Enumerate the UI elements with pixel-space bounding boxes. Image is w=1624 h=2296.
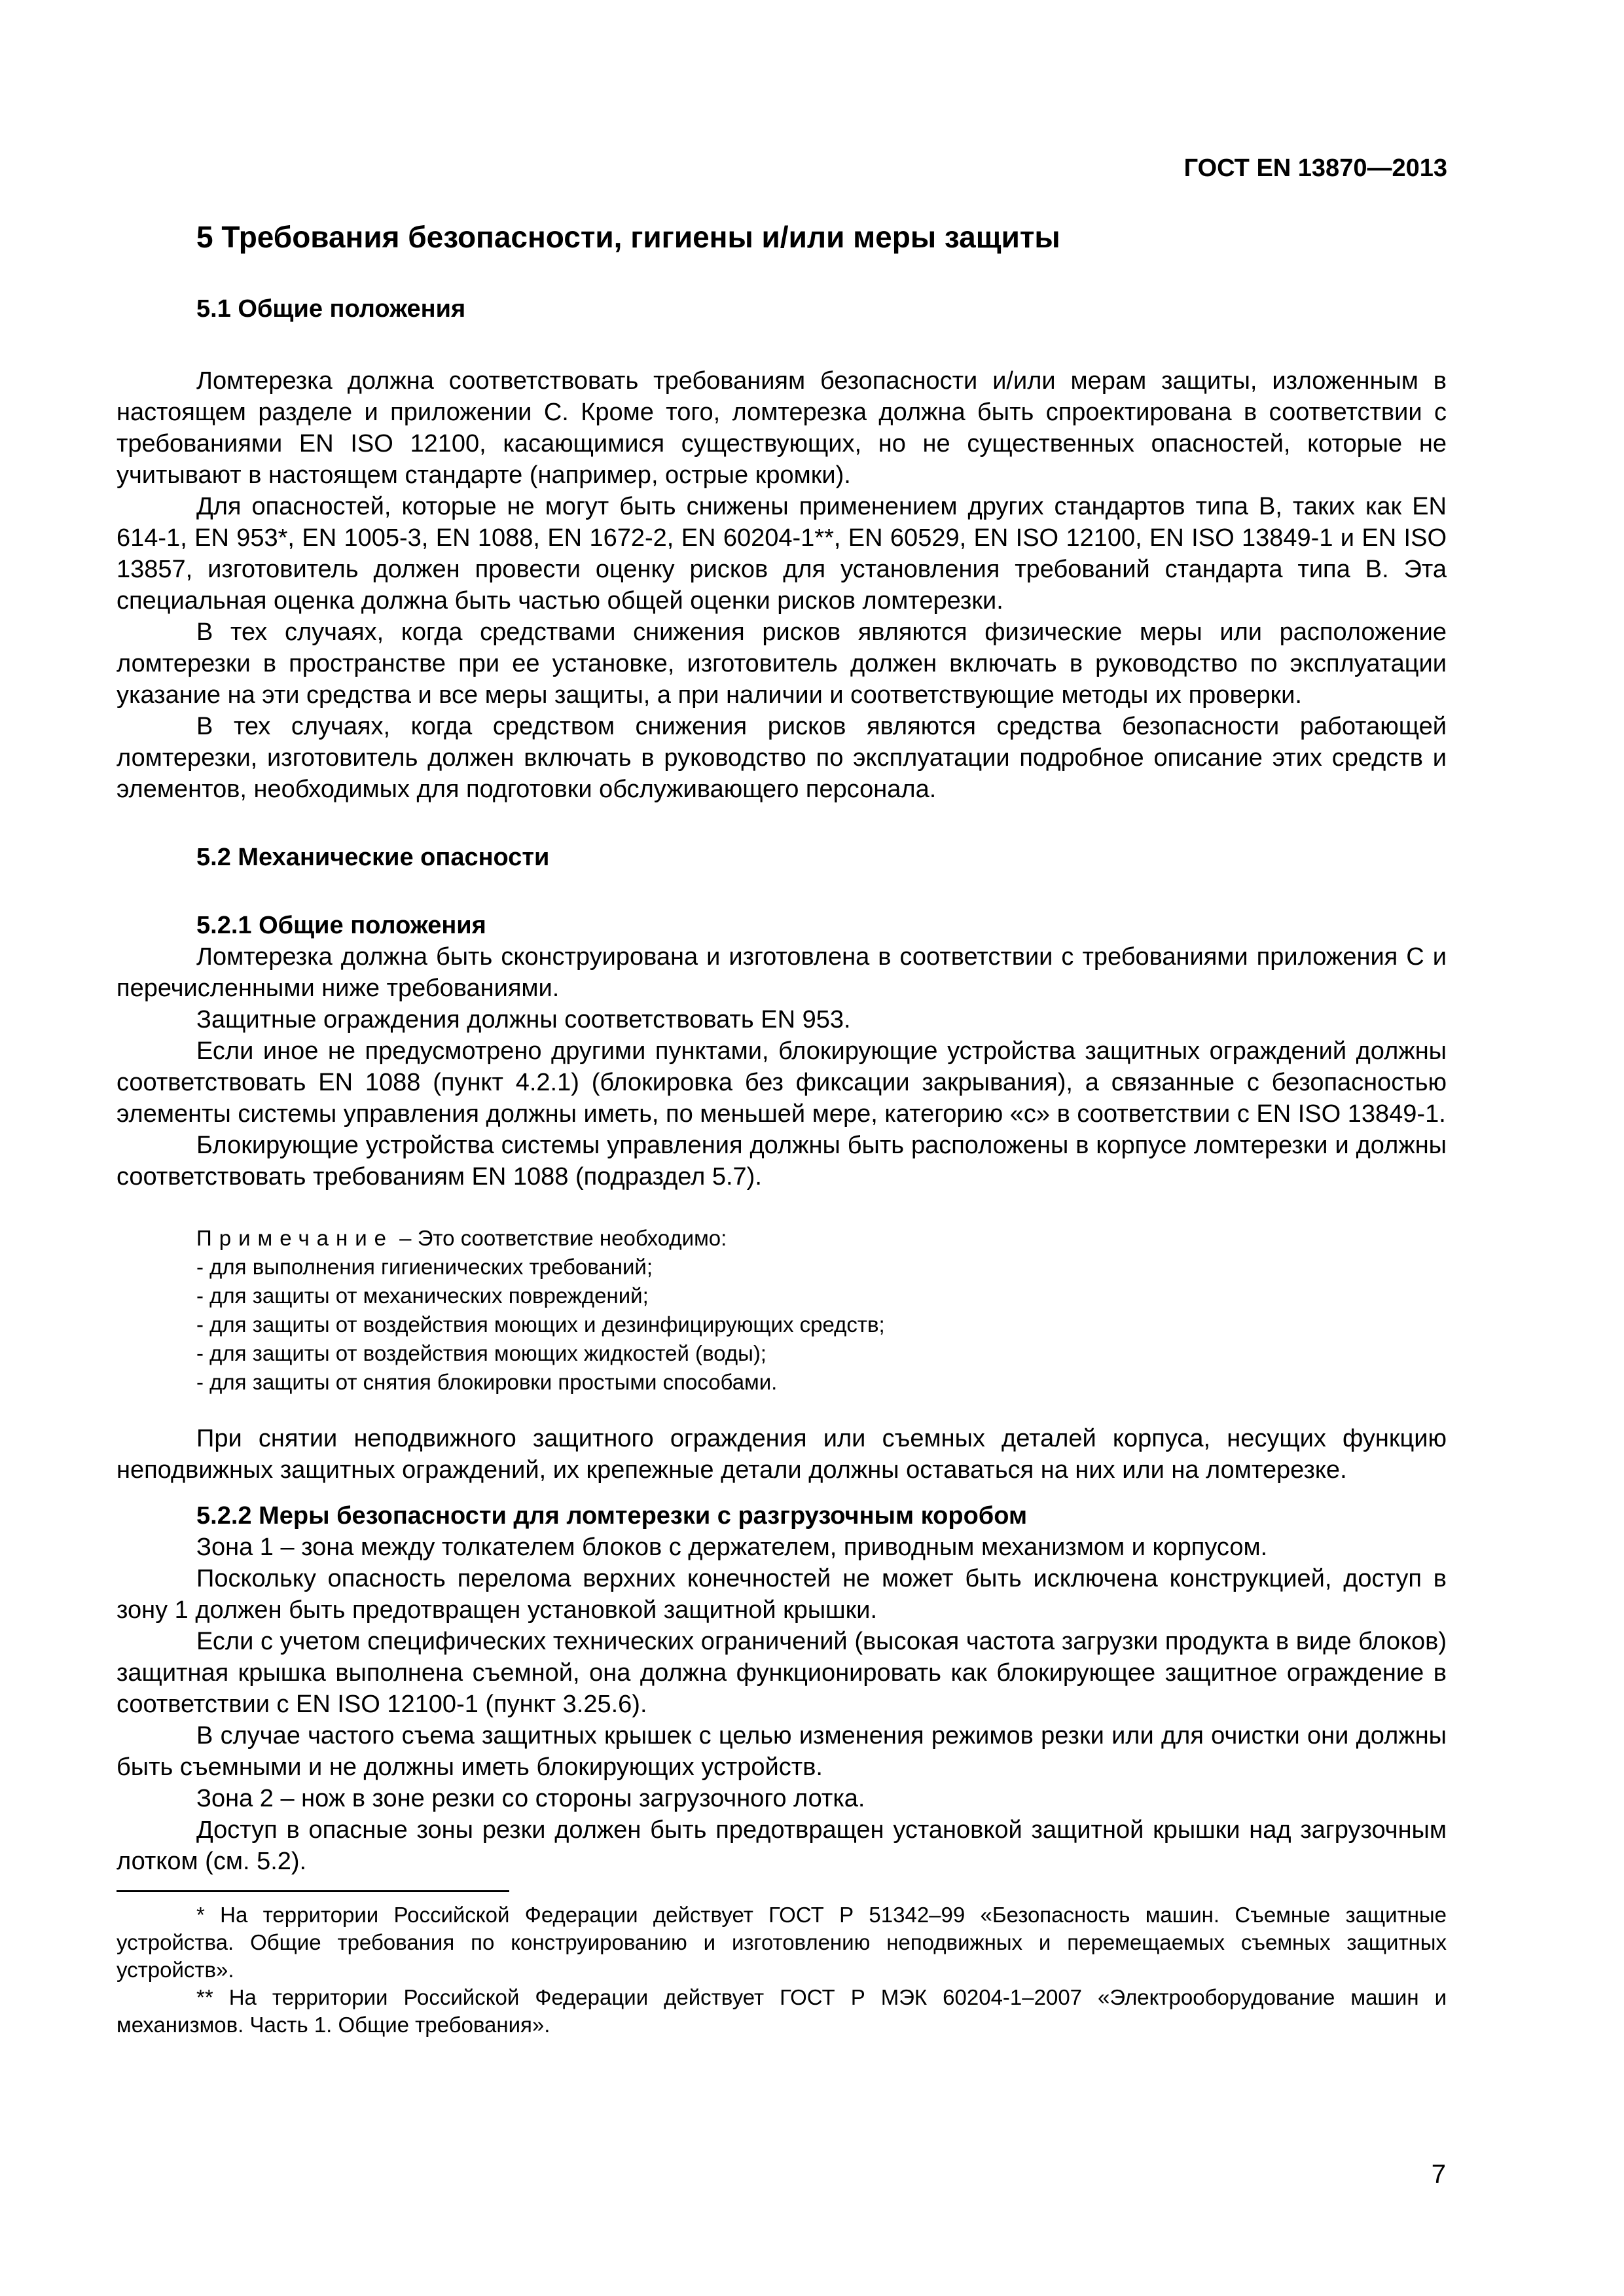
paragraph: Защитные ограждения должны соответствовать EN 953. xyxy=(196,1006,851,1033)
note-list-item: - для защиты от механических повреждений; xyxy=(196,1283,649,1308)
note-list xyxy=(196,1253,1447,1397)
paragraph: В случае частого съема защитных крышек с целью изменения режимов резки или для очистки они должны быть съемными и не должны иметь блокирующих устройств. xyxy=(117,1722,1447,1781)
note-intro: – Это соответствие необходимо: xyxy=(393,1226,727,1250)
note-block xyxy=(196,1224,1447,1397)
paragraph: Блокирующие устройства системы управления должны быть расположены в корпусе ломтерезки и должны соответствовать требованиям EN 1088 (подраздел 5.7). xyxy=(117,1132,1447,1191)
footnotes xyxy=(117,1901,1447,2039)
clause-5-2-2-body xyxy=(117,1532,1447,1877)
footnote: ** На территории Российской Федерации действует ГОСТ Р МЭК 60204-1–2007 «Электрооборудование машин и механизмов. Часть 1. Общие требования». xyxy=(117,1985,1447,2037)
paragraph: Ломтерезка должна быть сконструирована и изготовлена в соответствии с требованиями приложения С и перечисленными ниже требованиями. xyxy=(117,943,1447,1002)
note-list-item: - для защиты от снятия блокировки простыми способами. xyxy=(196,1370,778,1394)
paragraph: Зона 1 – зона между толкателем блоков с держателем, приводным механизмом и корпусом. xyxy=(196,1534,1268,1561)
clause-title-5-2-2: 5.2.2 Меры безопасности для ломтерезки с разгрузочным коробом xyxy=(196,1502,1028,1530)
note-list-item: - для выполнения гигиенических требований; xyxy=(196,1255,653,1279)
paragraph: В тех случаях, когда средствами снижения рисков являются физические меры или расположение ломтерезки в пространстве при ее установке, изготовитель должен включать в руководство по эксплуатации указание на эти средства и все меры защиты, а при наличии и соответствующие методы их проверки. xyxy=(117,619,1447,709)
note-list-item: - для защиты от воздействия моющих и дезинфицирующих средств; xyxy=(196,1312,885,1336)
subsection-title-5-2: 5.2 Механические опасности xyxy=(196,844,550,871)
footnote-separator xyxy=(117,1890,509,1892)
subsection-5-1-body xyxy=(117,365,1447,805)
clause-title-5-2-1: 5.2.1 Общие положения xyxy=(196,912,486,939)
paragraph: Зона 2 – нож в зоне резки со стороны загрузочного лотка. xyxy=(196,1785,865,1812)
paragraph: Если иное не предусмотрено другими пунктами, блокирующие устройства защитных ограждений должны соответствовать EN 1088 (пункт 4.2.1) (блокировка без фиксации закрывания), а связанные с безопасностью элементы системы управления должны иметь, по меньшей мере, категорию «с» в соответствии с EN ISO 13849-1. xyxy=(117,1037,1447,1128)
paragraph: В тех случаях, когда средством снижения рисков являются средства безопасности работающей ломтерезки, изготовитель должен включать в руководство по эксплуатации подробное описание этих средств и элементов, необходимых для подготовки обслуживающего персонала. xyxy=(117,713,1447,803)
paragraph: Для опасностей, которые не могут быть снижены применением других стандартов типа В, таких как EN 614-1, EN 953*, EN 1005-3, EN 1088, EN 1672-2, EN 60204-1**, EN 60529, EN ISO 12100, EN ISO 13849-1 и EN ISO 13857, изготовитель должен провести оценку рисков для установления требований стандарта типа В. Эта специальная оценка должна быть частью общей оценки рисков ломтерезки. xyxy=(117,493,1447,615)
paragraph: Поскольку опасность перелома верхних конечностей не может быть исключена конструкцией, доступ в зону 1 должен быть предотвращен установкой защитной крышки. xyxy=(117,1565,1447,1624)
note-list-item: - для защиты от воздействия моющих жидкостей (воды); xyxy=(196,1341,767,1365)
paragraph: Если с учетом специфических технических ограничений (высокая частота загрузки продукта в виде блоков) защитная крышка выполнена съемной, она должна функционировать как блокирующее защитное ограждение в соответствии с EN ISO 12100-1 (пункт 3.25.6). xyxy=(117,1628,1447,1718)
subsection-title-5-1: 5.1 Общие положения xyxy=(196,295,466,323)
page-number: 7 xyxy=(1431,2160,1446,2189)
paragraph: При снятии неподвижного защитного ограждения или съемных деталей корпуса, несущих функцию неподвижных защитных ограждений, их крепежные детали должны оставаться на них или на ломтерезке. xyxy=(117,1425,1447,1484)
document-code: ГОСТ EN 13870—2013 xyxy=(1183,154,1447,182)
paragraph: Ломтерезка должна соответствовать требованиям безопасности и/или мерам защиты, изложенным в настоящем разделе и приложении С. Кроме того, ломтерезка должна быть спроектирована в соответствии с требованиями EN ISO 12100, касающимися существующих, но не существенных опасностей, которые не учитывают в настоящем стандарте (например, острые кромки). xyxy=(117,367,1447,489)
note-label: Примечание xyxy=(196,1226,394,1250)
footnote: * На территории Российской Федерации действует ГОСТ Р 51342–99 «Безопасность машин. Съемные защитные устройства. Общие требования по конструированию и изготовлению неподвижных и перемещаемых съемных защитных устройств». xyxy=(117,1903,1447,1982)
paragraph: Доступ в опасные зоны резки должен быть предотвращен установкой защитной крышки над загрузочным лотком (см. 5.2). xyxy=(117,1816,1447,1875)
note-heading xyxy=(196,1224,1447,1253)
page-content xyxy=(117,207,1447,2039)
clause-5-2-1-body xyxy=(117,941,1447,1193)
section-title: 5 Требования безопасности, гигиены и/или меры защиты xyxy=(196,220,1060,254)
